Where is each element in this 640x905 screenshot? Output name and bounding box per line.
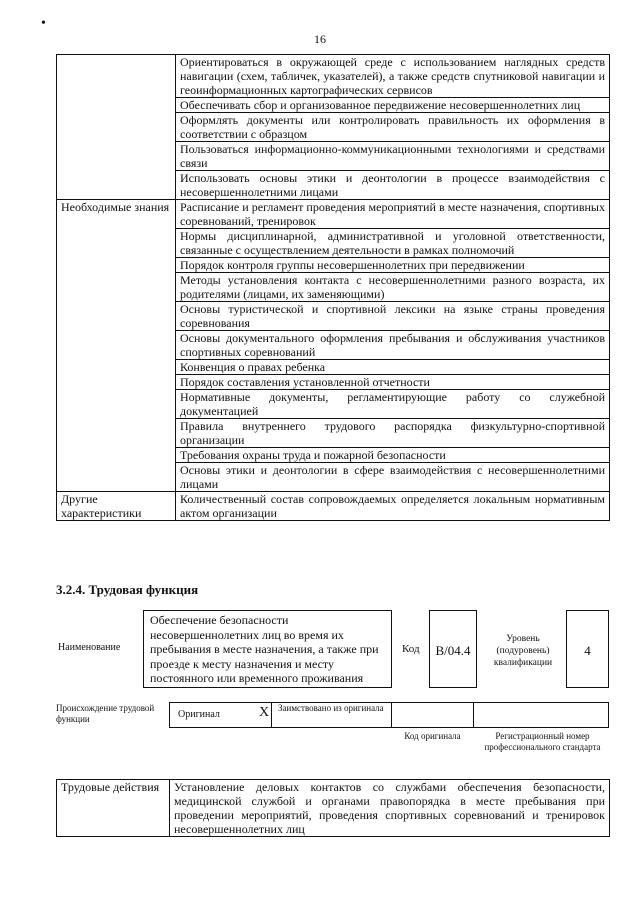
skills-label-cell	[57, 55, 176, 200]
code-box	[429, 610, 477, 688]
corner-mark: •	[41, 16, 46, 31]
level-label: Уровень (подуровень) квалификации	[493, 634, 553, 668]
actions-table	[56, 779, 610, 837]
reg-caption: Регистрационный номер профессионального стандарта	[484, 731, 601, 752]
skill-row: Пользоваться информационно-коммуникационными технологиями и средствами связи	[176, 142, 610, 171]
code-caption: Код оригинала	[404, 731, 461, 741]
skill-row: Обеспечивать сбор и организованное передвижение несовершеннолетних лиц	[176, 98, 610, 113]
origin-divider-1	[271, 702, 272, 728]
section-title: 3.2.4. Трудовая функция	[56, 582, 199, 597]
knowledge-row: Требования охраны труда и пожарной безопасности	[176, 448, 610, 463]
skill-row: Оформлять документы или контролировать правильность их оформления в соответствии с образцом	[176, 113, 610, 142]
origin-label: Происхождение трудовой функции	[56, 703, 155, 724]
knowledge-row: Основы документального оформления пребывания и обслуживания участников спортивных соревнований	[176, 331, 610, 360]
name-label: Наименование	[58, 642, 121, 653]
knowledge-row: Нормативные документы, регламентирующие работу со служебной документацией	[176, 390, 610, 419]
page-number: 16	[314, 32, 326, 46]
other-text: Количественный состав сопровождаемых определяется локальным нормативным актом организации	[176, 492, 610, 521]
knowledge-row: Расписание и регламент проведения мероприятий в месте назначения, спортивных соревнований, тренировок	[176, 200, 610, 229]
knowledge-label: Необходимые знания	[57, 200, 176, 492]
code-label: Код	[402, 643, 420, 655]
knowledge-row: Основы этики и деонтологии в сфере взаимодействия с несовершеннолетними лицами	[176, 463, 610, 492]
skill-row: Использовать основы этики и деонтологии в процессе взаимодействия с несовершеннолетними лицами	[176, 171, 610, 200]
knowledge-row: Методы установления контакта с несовершеннолетними разного возраста, их родителями (лицами, их заменяющими)	[176, 273, 610, 302]
knowledge-row: Порядок составления установленной отчетности	[176, 375, 610, 390]
level-box	[566, 610, 609, 688]
knowledge-row: Основы туристической и спортивной лексики на языке страны проведения соревнования	[176, 302, 610, 331]
skills-knowledge-table	[56, 54, 610, 521]
origin-divider-3	[473, 702, 474, 728]
original-mark: X	[259, 705, 270, 720]
function-name-box	[143, 610, 392, 688]
level-value: 4	[584, 643, 591, 658]
origin-row	[169, 702, 609, 728]
actions-text: Установление деловых контактов со службами обеспечения безопасности, медицинской службой и органами правопорядка в месте пребывания при проведении мероприятий, проведения спортивных соревнований и тренировок несовершеннолетних лиц	[170, 780, 610, 837]
actions-label: Трудовые действия	[57, 780, 170, 837]
borrowed-label: Заимствовано из оригинала	[278, 703, 384, 713]
origin-divider-2	[391, 702, 392, 728]
other-label: Другие характеристики	[57, 492, 176, 521]
code-value: В/04.4	[435, 643, 471, 658]
original-label: Оригинал	[178, 709, 220, 720]
knowledge-row: Конвенция о правах ребенка	[176, 360, 610, 375]
knowledge-row: Нормы дисциплинарной, административной и уголовной ответственности, связанные с осуществлением деятельности в рамках полномочий	[176, 229, 610, 258]
skill-row: Ориентироваться в окружающей среде с использованием наглядных средств навигации (схем, табличек, указателей), а также средств спутниковой навигации и геоинформационных картографических сервисов	[176, 55, 610, 98]
function-name: Обеспечение безопасности несовершеннолетних лиц во время их пребывания в месте назначения, а также при проезде к месту назначения и месту постоянного или временного проживания	[150, 613, 379, 685]
knowledge-row: Порядок контроля группы несовершеннолетних при передвижении	[176, 258, 610, 273]
knowledge-row: Правила внутреннего трудового распорядка физкультурно-спортивной организации	[176, 419, 610, 448]
